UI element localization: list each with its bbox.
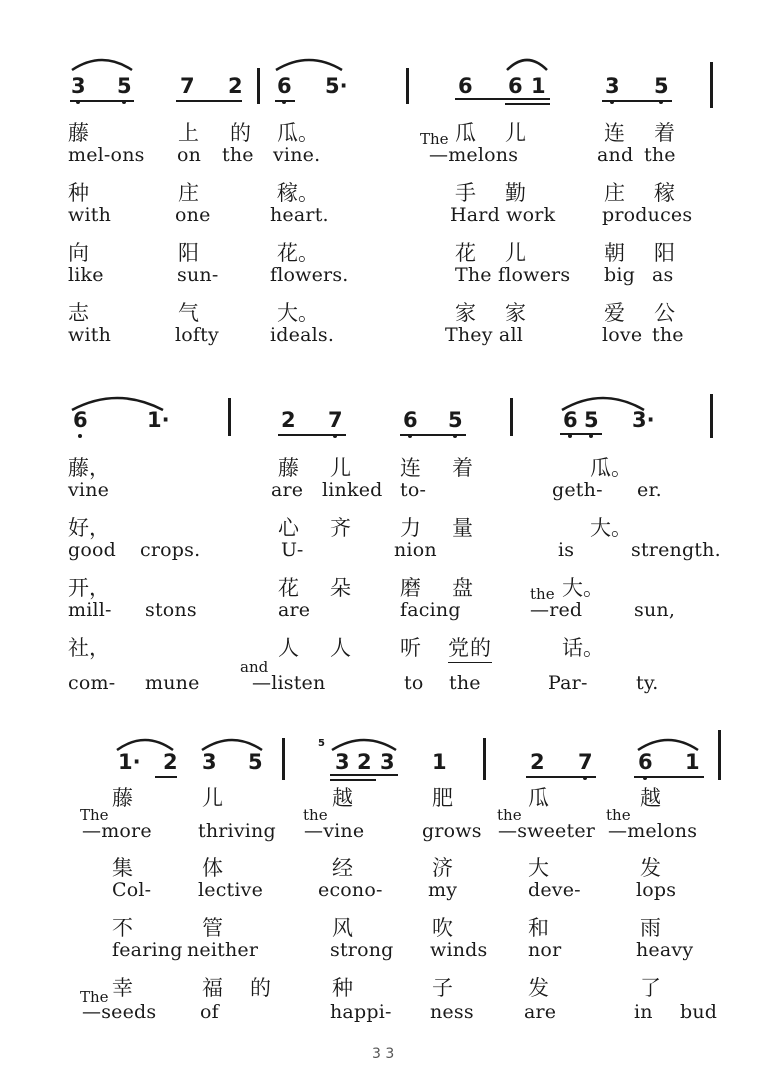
barline [228,398,231,436]
lyric-en: is [558,539,575,561]
lyric-zh: 气 [178,301,199,325]
lyric-zh: 管 [202,916,223,940]
lyric-zh: 大。 [590,516,632,540]
slur [70,52,134,72]
lyric-zh: 瓜 [455,121,476,145]
lyric-zh: 的 [230,121,251,145]
lyric-zh: 集 [112,856,133,880]
note: 2 [530,750,545,774]
barline [483,738,486,780]
lyric-en: the [652,324,684,346]
underline [400,434,466,436]
lyric-pickup: the [606,806,631,824]
lyric-zh: 藤 [278,456,299,480]
lyric-zh: 着 [452,456,473,480]
lyric-en: crops. [140,539,201,561]
lyric-en: the [644,144,676,166]
lyric-pickup: The [420,130,449,148]
lyric-en: —melons [429,144,519,166]
lyric-zh: 幸 [112,976,133,1000]
lyric-zh: 雨 [640,916,661,940]
slur [330,732,398,752]
barline [718,730,721,780]
lyric-zh: 话。 [562,636,604,660]
lyric-zh: 儿 [202,786,223,810]
lyric-en: —melons [608,820,698,842]
lyric-en: mune [145,672,200,694]
note: 6 [563,408,578,432]
lyric-en: heavy [636,939,694,961]
slur [636,732,700,752]
note: 3 [380,750,395,774]
note: 7 [180,74,195,98]
lyric-en: geth- [552,479,603,501]
lyric-zh: 连 [604,121,625,145]
note: 3 [71,74,86,98]
note: 5 [248,750,263,774]
lyric-en: are [524,1001,557,1023]
underline [278,434,346,436]
note: 3 [605,74,620,98]
lyric-en: deve- [528,879,581,901]
lyric-en: Par- [548,672,588,694]
lyric-zh: 种 [332,976,353,1000]
lyric-en: facing [400,599,461,621]
lyric-zh: 福 [202,976,223,1000]
lyric-en: of [200,1001,219,1023]
lyric-zh: 稼 [654,181,675,205]
barline [406,68,409,104]
lyric-en: lective [198,879,264,901]
lyric-zh: 阳 [654,241,675,265]
lyric-en: to- [400,479,427,501]
lyric-en: with [68,204,112,226]
lyric-zh: 子 [432,976,453,1000]
note: 7 [328,408,343,432]
lyric-zh: 体 [202,856,223,880]
lyric-zh: 人 [278,636,299,660]
lyric-zh: 儿 [505,241,526,265]
lyric-zh: 量 [452,516,473,540]
lyric-zh: 吹 [432,916,453,940]
barline [510,398,513,436]
lyric-zh: 花 [455,241,476,265]
lyric-en: They all [445,324,524,346]
lyric-en: er. [637,479,662,501]
lyric-en: ty. [636,672,659,694]
note: 6 [403,408,418,432]
underline [155,776,177,778]
lyric-en: Col- [112,879,152,901]
lyric-zh: 公 [654,301,675,325]
lyric-zh: 开， [68,576,110,600]
note: 3 [335,750,350,774]
lyric-zh: 瓜。 [277,121,319,145]
lyric-zh: 儿 [505,121,526,145]
lyric-en: produces [602,204,693,226]
lyric-en: strong [330,939,394,961]
lyric-zh: 的 [470,636,491,660]
lyric-zh: 花。 [277,241,319,265]
underline [505,103,550,105]
lyric-en: heart. [270,204,329,226]
lyric-en: —more [82,820,152,842]
underline [70,100,134,102]
lyric-zh: 儿 [330,456,351,480]
lyric-zh: 庄 [604,181,625,205]
lyric-en: Hard work [450,204,556,226]
lyric-en: —red [530,599,583,621]
note: 5 [448,408,463,432]
lyric-en: vine. [273,144,321,166]
underline [602,100,672,102]
lyric-zh: 了 [640,976,661,1000]
lyric-zh: 手 [455,181,476,205]
lyric-en: are [278,599,311,621]
lyric-en: with [68,324,112,346]
lyric-pickup: and [240,658,269,676]
note: 1 [685,750,700,774]
lyric-en: ness [430,1001,474,1023]
lyric-zh: 家 [505,301,526,325]
note: 2 [228,74,243,98]
lyric-zh: 庄 [178,181,199,205]
barline [710,394,713,438]
lyric-zh: 藤， [68,456,110,480]
barline [282,738,285,780]
lyric-zh: 越 [640,786,661,810]
lyric-zh: 大。 [277,301,319,325]
lyric-zh: 听 [400,636,421,660]
note: 5· [325,74,348,98]
lyric-zh: 越 [332,786,353,810]
lyric-zh: 家 [455,301,476,325]
lyric-en: neither [187,939,259,961]
note: 5 [117,74,132,98]
lyric-zh: 盘 [452,576,473,600]
lyric-en: grows [422,820,482,842]
lyric-en: The flowers [455,264,571,286]
note: 6 [73,408,88,432]
lyric-zh: 心 [278,516,299,540]
lyric-zh: 藤 [112,786,133,810]
underline [455,98,550,100]
lyric-en: sun, [634,599,676,621]
lyric-zh: 勤 [505,181,526,205]
lyric-en: big [604,264,636,286]
lyric-pickup: the [303,806,328,824]
lyric-zh: 连 [400,456,421,480]
lyric-zh: 肥 [432,786,453,810]
underline [330,774,398,776]
note: 7 [578,750,593,774]
lyric-zh: 瓜 [528,786,549,810]
note: 3 [202,750,217,774]
note: 6 [638,750,653,774]
underline [560,433,602,435]
lyric-zh: 的 [250,976,271,1000]
note: 1 [432,750,447,774]
slur [274,52,344,72]
page-number: 3 3 [372,1046,395,1062]
underline [275,100,295,102]
lyric-zh: 经 [332,856,353,880]
slur [505,52,549,72]
note: 1· [118,750,141,774]
lyric-zh: 社， [68,636,110,660]
lyric-zh: 党 [448,636,469,660]
lyric-en: flowers. [270,264,349,286]
lyric-en: linked [322,479,383,501]
underline [526,776,596,778]
lyric-en: the [449,672,481,694]
lyric-en: strength. [631,539,721,561]
note: 2 [163,750,178,774]
lyric-en: are [271,479,304,501]
lyric-zh: 大。 [562,576,604,600]
lyric-en: —sweeter [498,820,596,842]
lyric-zh: 着 [654,121,675,145]
note: 5 [584,408,599,432]
note: 6 [508,74,523,98]
lyric-zh: 朵 [330,576,351,600]
lyric-en: winds [430,939,488,961]
underline [176,100,242,102]
underline [634,776,704,778]
note: 6 [458,74,473,98]
barline [257,68,260,104]
lyric-en: one [175,204,211,226]
lyric-en: my [428,879,458,901]
underline [448,662,492,663]
lyric-en: nor [528,939,562,961]
note: 1 [531,74,546,98]
lyric-en: U- [281,539,304,561]
lyric-zh: 朝 [604,241,625,265]
lyric-zh: 人 [330,636,351,660]
lyric-en: lofty [175,324,219,346]
lyric-en: thriving [198,820,276,842]
lyric-zh: 齐 [330,516,351,540]
lyric-zh: 爱 [604,301,625,325]
lyric-en: stons [145,599,197,621]
lyric-en: like [68,264,104,286]
slur [200,732,264,752]
lyric-en: —vine [304,820,365,842]
lyric-pickup: the [497,806,522,824]
note: 5 [654,74,669,98]
lyric-zh: 花 [278,576,299,600]
note: 1· [147,408,170,432]
lyric-zh: 上 [178,121,199,145]
lyric-en: ideals. [270,324,335,346]
note: 2 [281,408,296,432]
lyric-zh: 志 [68,301,89,325]
note: 6 [277,74,292,98]
lyric-zh: 种 [68,181,89,205]
lyric-en: good [68,539,117,561]
lyric-en: on [177,144,202,166]
lyric-pickup: The [80,806,109,824]
lyric-zh: 好， [68,516,110,540]
lyric-en: com- [68,672,116,694]
underline [330,779,376,781]
lyric-en: mel-ons [68,144,145,166]
lyric-zh: 发 [640,856,661,880]
lyric-zh: 发 [528,976,549,1000]
lyric-zh: 不 [112,916,133,940]
lyric-zh: 阳 [178,241,199,265]
lyric-en: mill- [68,599,112,621]
lyric-en: lops [636,879,677,901]
lyric-en: vine [68,479,110,501]
lyric-zh: 藤 [68,121,89,145]
lyric-zh: 稼。 [277,181,319,205]
lyric-zh: 力 [400,516,421,540]
lyric-zh: 大 [528,856,549,880]
lyric-en: in [634,1001,653,1023]
lyric-en: —seeds [82,1001,157,1023]
lyric-zh: 磨 [400,576,421,600]
lyric-zh: 瓜。 [590,456,632,480]
lyric-pickup: the [530,585,555,603]
lyric-en: and [597,144,634,166]
lyric-en: fearing [112,939,183,961]
lyric-pickup: The [80,988,109,1006]
lyric-en: love [602,324,643,346]
lyric-en: sun- [177,264,219,286]
lyric-zh: 和 [528,916,549,940]
lyric-en: bud [680,1001,718,1023]
lyric-en: —listen [252,672,326,694]
lyric-zh: 向 [68,241,89,265]
lyric-zh: 济 [432,856,453,880]
note: 2 [357,750,372,774]
note: 3· [632,408,655,432]
lyric-en: econo- [318,879,383,901]
lyric-en: as [652,264,674,286]
lyric-en: happi- [330,1001,392,1023]
slur [115,732,175,752]
lyric-en: the [222,144,254,166]
grace-note: 5 [318,738,325,749]
lyric-en: to [404,672,424,694]
lyric-zh: 风 [332,916,353,940]
lyric-en: nion [394,539,437,561]
barline [710,62,713,108]
